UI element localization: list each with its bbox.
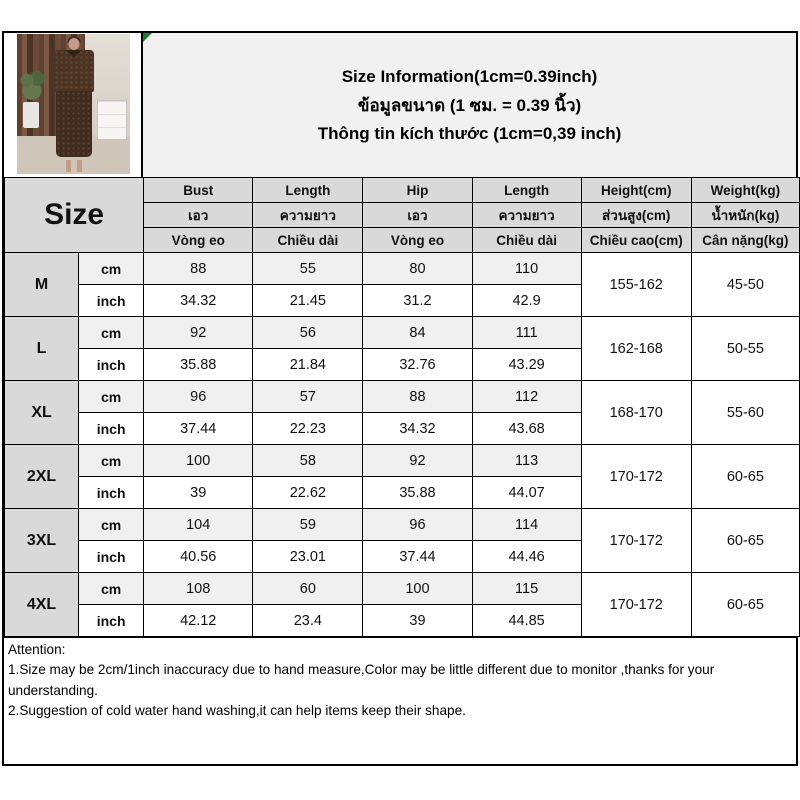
- cell-2xl-inch-hip: 35.88: [363, 477, 472, 509]
- cell-l-inch-hip: 32.76: [363, 349, 472, 381]
- weight-range-m: 45-50: [691, 253, 799, 317]
- cell-4xl-cm-length2: 115: [472, 573, 581, 605]
- weight-range-4xl: 60-65: [691, 573, 799, 637]
- cell-m-inch-length2: 42.9: [472, 285, 581, 317]
- col-header-hip-vi: Vòng eo: [363, 228, 472, 253]
- attention-note-1: 1.Size may be 2cm/1inch inaccuracy due to hand measure,Color may be little different due to monitor ,thanks for your understanding.: [8, 662, 715, 698]
- size-corner-header: Size: [5, 178, 144, 253]
- col-header-hip-en: Hip: [363, 178, 472, 203]
- weight-range-3xl: 60-65: [691, 509, 799, 573]
- title-block: [143, 33, 796, 177]
- model-figure: [52, 38, 96, 172]
- cell-3xl-inch-length1: 23.01: [253, 541, 363, 573]
- weight-range-xl: 55-60: [691, 381, 799, 445]
- cell-m-cm-length1: 55: [253, 253, 363, 285]
- top-band: [4, 33, 796, 177]
- cell-3xl-inch-hip: 37.44: [363, 541, 472, 573]
- unit-label-inch: inch: [79, 605, 144, 637]
- model-head: [68, 38, 79, 50]
- cell-4xl-inch-hip: 39: [363, 605, 472, 637]
- attention-note-2: 2.Suggestion of cold water hand washing,it can help items keep their shape.: [8, 703, 466, 719]
- cell-l-inch-bust: 35.88: [144, 349, 253, 381]
- cell-m-inch-bust: 34.32: [144, 285, 253, 317]
- col-header-weight-th: น้ำหนัก(kg): [691, 203, 799, 228]
- col-header-height-en: Height(cm): [581, 178, 691, 203]
- col-header-length2-th: ความยาว: [472, 203, 581, 228]
- weight-range-l: 50-55: [691, 317, 799, 381]
- cell-l-inch-length2: 43.29: [472, 349, 581, 381]
- height-range-4xl: 170-172: [581, 573, 691, 637]
- title-vietnamese: Thông tin kích thước (1cm=0,39 inch): [317, 123, 622, 143]
- col-header-length1-th: ความยาว: [253, 203, 363, 228]
- height-range-2xl: 170-172: [581, 445, 691, 509]
- col-header-height-th: ส่วนสูง(cm): [581, 203, 691, 228]
- cell-3xl-cm-hip: 96: [363, 509, 472, 541]
- cell-xl-cm-hip: 88: [363, 381, 472, 413]
- cell-xl-inch-bust: 37.44: [144, 413, 253, 445]
- size-label-4xl: 4XL: [5, 573, 79, 637]
- cell-xl-cm-bust: 96: [144, 381, 253, 413]
- cell-l-inch-length1: 21.84: [253, 349, 363, 381]
- cell-xl-inch-length2: 43.68: [472, 413, 581, 445]
- attention-notes: [4, 637, 796, 764]
- size-label-xl: XL: [5, 381, 79, 445]
- col-header-length2-en: Length: [472, 178, 581, 203]
- cell-4xl-cm-bust: 108: [144, 573, 253, 605]
- cell-2xl-cm-length2: 113: [472, 445, 581, 477]
- col-header-length1-vi: Chiều dài: [253, 228, 363, 253]
- cell-m-inch-hip: 31.2: [363, 285, 472, 317]
- col-header-bust-th: เอว: [144, 203, 253, 228]
- cell-xl-inch-length1: 22.23: [253, 413, 363, 445]
- col-header-weight-vi: Cân nặng(kg): [691, 228, 799, 253]
- cell-m-inch-length1: 21.45: [253, 285, 363, 317]
- cell-3xl-inch-length2: 44.46: [472, 541, 581, 573]
- unit-label-inch: inch: [79, 413, 144, 445]
- cell-l-cm-bust: 92: [144, 317, 253, 349]
- cell-2xl-inch-length1: 22.62: [253, 477, 363, 509]
- cell-2xl-inch-length2: 44.07: [472, 477, 581, 509]
- cell-4xl-inch-length1: 23.4: [253, 605, 363, 637]
- cell-xl-cm-length1: 57: [253, 381, 363, 413]
- col-header-length2-vi: Chiều dài: [472, 228, 581, 253]
- white-dresser: [97, 100, 127, 140]
- cell-2xl-cm-bust: 100: [144, 445, 253, 477]
- col-header-bust-vi: Vòng eo: [144, 228, 253, 253]
- unit-label-inch: inch: [79, 477, 144, 509]
- cell-l-cm-length1: 56: [253, 317, 363, 349]
- attention-heading: Attention:: [8, 642, 66, 657]
- title-thai: ข้อมูลขนาด (1 ซม. = 0.39 นิ้ว): [357, 95, 582, 115]
- unit-label-inch: inch: [79, 349, 144, 381]
- unit-label-cm: cm: [79, 317, 144, 349]
- unit-label-cm: cm: [79, 509, 144, 541]
- cell-4xl-cm-hip: 100: [363, 573, 472, 605]
- plant-pot: [23, 102, 39, 128]
- cell-l-cm-length2: 111: [472, 317, 581, 349]
- size-label-3xl: 3XL: [5, 509, 79, 573]
- plant: [19, 70, 45, 104]
- unit-label-cm: cm: [79, 445, 144, 477]
- cell-3xl-inch-bust: 40.56: [144, 541, 253, 573]
- tweed-skirt: [56, 91, 92, 157]
- unit-label-cm: cm: [79, 573, 144, 605]
- cell-3xl-cm-bust: 104: [144, 509, 253, 541]
- model-feet: [66, 160, 82, 172]
- col-header-weight-en: Weight(kg): [691, 178, 799, 203]
- size-label-l: L: [5, 317, 79, 381]
- cell-m-cm-length2: 110: [472, 253, 581, 285]
- unit-label-cm: cm: [79, 381, 144, 413]
- height-range-m: 155-162: [581, 253, 691, 317]
- cell-3xl-cm-length2: 114: [472, 509, 581, 541]
- cell-xl-cm-length2: 112: [472, 381, 581, 413]
- height-range-3xl: 170-172: [581, 509, 691, 573]
- height-range-xl: 168-170: [581, 381, 691, 445]
- cell-2xl-inch-bust: 39: [144, 477, 253, 509]
- cell-l-cm-hip: 84: [363, 317, 472, 349]
- product-photo: [17, 34, 130, 174]
- cell-4xl-cm-length1: 60: [253, 573, 363, 605]
- unit-label-inch: inch: [79, 285, 144, 317]
- size-table: [4, 177, 800, 637]
- cell-3xl-cm-length1: 59: [253, 509, 363, 541]
- cell-2xl-cm-length1: 58: [253, 445, 363, 477]
- size-label-2xl: 2XL: [5, 445, 79, 509]
- col-header-length1-en: Length: [253, 178, 363, 203]
- product-photo-cell: [4, 33, 143, 177]
- cell-m-cm-hip: 80: [363, 253, 472, 285]
- cell-2xl-cm-hip: 92: [363, 445, 472, 477]
- cell-m-cm-bust: 88: [144, 253, 253, 285]
- size-chart-sheet: [2, 31, 798, 766]
- cell-4xl-inch-bust: 42.12: [144, 605, 253, 637]
- cell-xl-inch-hip: 34.32: [363, 413, 472, 445]
- cell-4xl-inch-length2: 44.85: [472, 605, 581, 637]
- unit-label-cm: cm: [79, 253, 144, 285]
- unit-label-inch: inch: [79, 541, 144, 573]
- height-range-l: 162-168: [581, 317, 691, 381]
- size-label-m: M: [5, 253, 79, 317]
- green-triangle-marker: [143, 33, 152, 42]
- col-header-bust-en: Bust: [144, 178, 253, 203]
- col-header-hip-th: เอว: [363, 203, 472, 228]
- weight-range-2xl: 60-65: [691, 445, 799, 509]
- title-english: Size Information(1cm=0.39inch): [341, 66, 598, 86]
- col-header-height-vi: Chiều cao(cm): [581, 228, 691, 253]
